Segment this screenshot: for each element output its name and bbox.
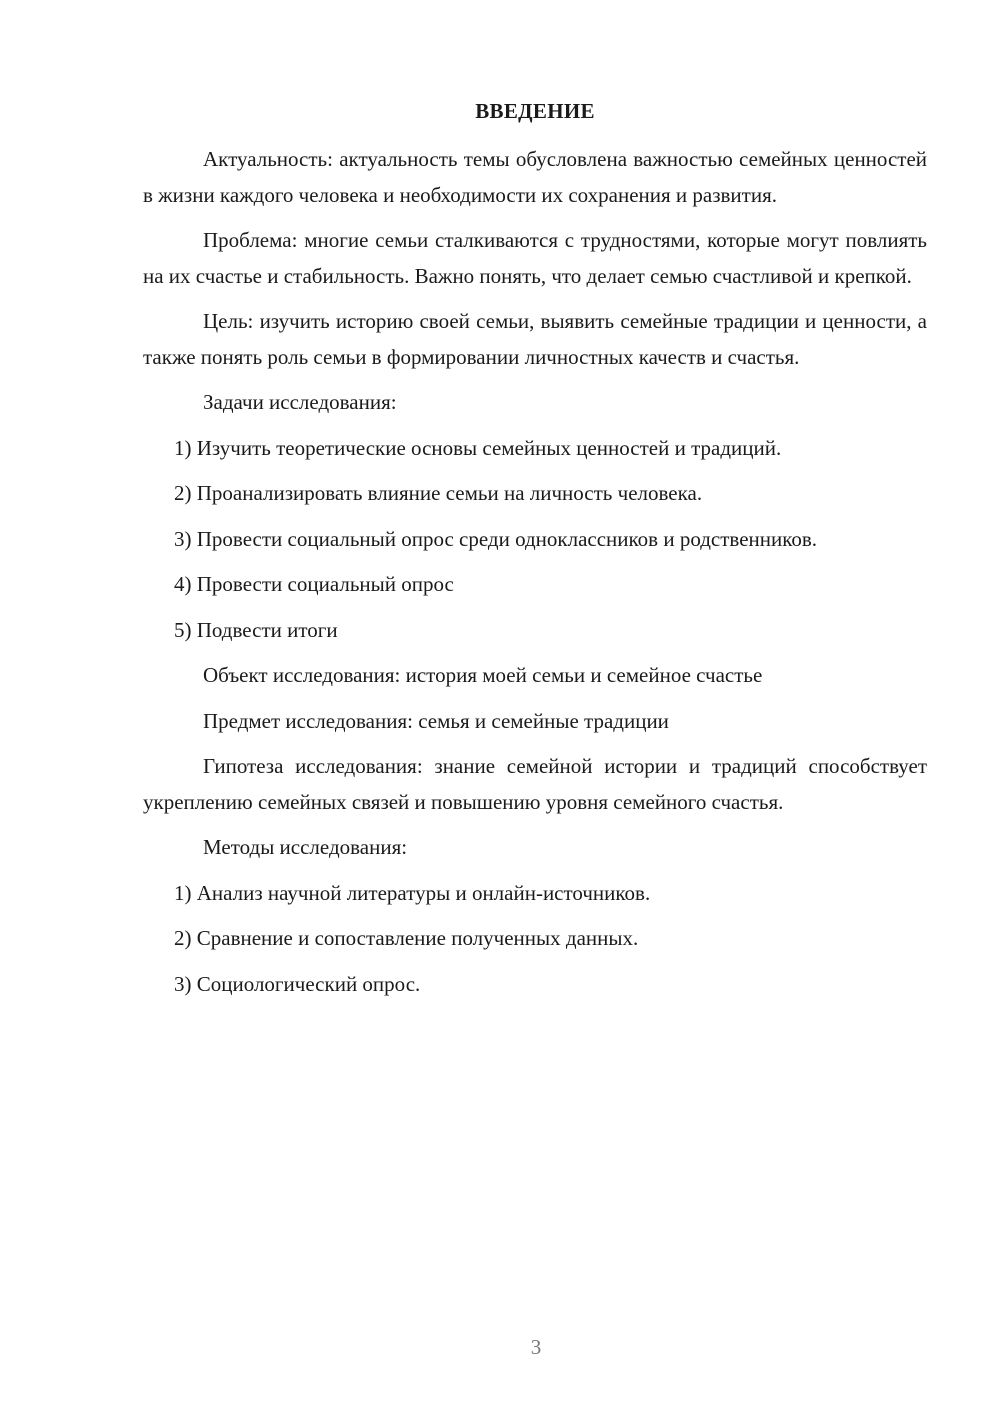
relevance-paragraph: Актуальность: актуальность темы обусловлена важностью семейных ценностей в жизни каждого человека и необходимости их сохранения и развития. (143, 147, 927, 207)
task-item-3: 3) Провести социальный опрос среди одноклассников и родственников. (174, 526, 818, 551)
subject-paragraph: Предмет исследования: семья и семейные традиции (203, 708, 669, 733)
page-number: 3 (530, 1335, 542, 1359)
task-item-1: 1) Изучить теоретические основы семейных ценностей и традиций. (174, 435, 782, 460)
task-item-2: 2) Проанализировать влияние семьи на личность человека. (174, 481, 703, 505)
method-item-1: 1) Анализ научной литературы и онлайн-источников. (174, 880, 651, 905)
hypothesis-paragraph: Гипотеза исследования: знание семейной истории и традиций способствует укреплению семейных связей и повышению уровня семейного счастья. (143, 754, 927, 814)
section-title: ВВЕДЕНИЕ (475, 99, 595, 123)
tasks-heading: Задачи исследования: (203, 390, 397, 414)
problem-paragraph: Проблема: многие семьи сталкиваются с трудностями, которые могут повлиять на их счастье и стабильность. Важно понять, что делает семью счастливой и крепкой. (143, 228, 927, 288)
task-item-4: 4) Провести социальный опрос (174, 572, 454, 596)
method-item-3: 3) Социологический опрос. (174, 971, 421, 996)
page-content (143, 96, 927, 1012)
goal-paragraph: Цель: изучить историю своей семьи, выявить семейные традиции и ценности, а также понять роль семьи в формировании личностных качеств и счастья. (143, 309, 927, 369)
object-paragraph: Объект исследования: история моей семьи и семейное счастье (203, 663, 763, 687)
methods-heading: Методы исследования: (203, 835, 408, 859)
task-item-5: 5) Подвести итоги (174, 617, 338, 642)
method-item-2: 2) Сравнение и сопоставление полученных данных. (174, 926, 639, 950)
